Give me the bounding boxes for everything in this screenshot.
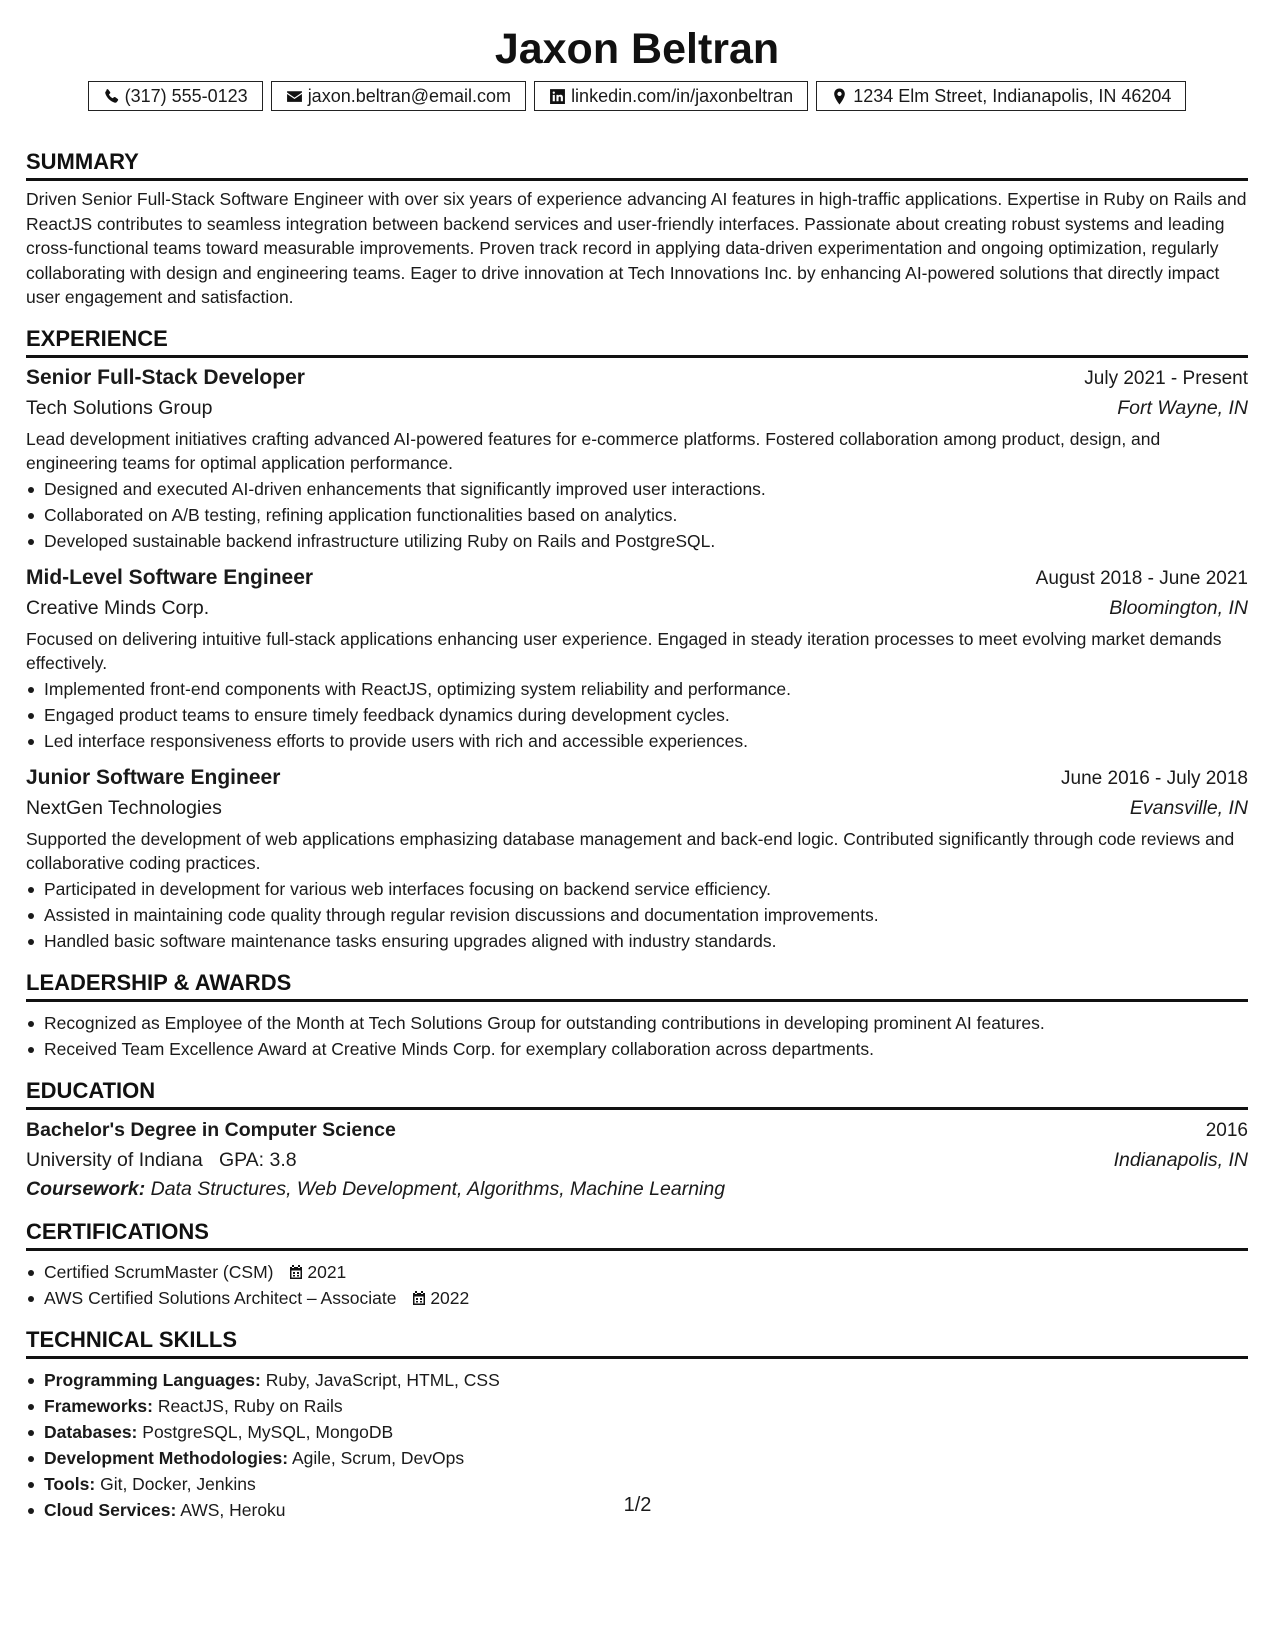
degree: Bachelor's Degree in Computer Science — [26, 1118, 396, 1141]
section-title-summary: SUMMARY — [26, 149, 1248, 181]
job-entry — [26, 764, 1248, 954]
list-item — [44, 1419, 1248, 1445]
company-name: Creative Minds Corp. — [26, 596, 210, 619]
list-item: Implemented front-end components with ReactJS, optimizing system reliability and performance. — [44, 676, 1248, 702]
list-item: Received Team Excellence Award at Creative Minds Corp. for exemplary collaboration across departments. — [44, 1036, 1248, 1062]
section-title-experience: EXPERIENCE — [26, 326, 1248, 358]
summary-text: Driven Senior Full-Stack Software Engineer with over six years of experience advancing AI features in high-traffic applications. Expertise in Ruby on Rails and ReactJS contributes to seamless integration between backend services and user-friendly interfaces. Passionate about creating robust systems and leading cross-functional teams toward measurable improvements. Proven track record in applying data-driven experimentation and ongoing optimization, regularly collaborating with design and engineering teams. Eager to drive innovation at Tech Innovations Inc. by enhancing AI-powered solutions that directly impact user engagement and satisfaction. — [26, 189, 1247, 307]
list-item — [44, 1393, 1248, 1419]
job-description: Lead development initiatives crafting advanced AI-powered features for e-commerce platforms. Fostered collaboration among product, design, and engineering teams for optimal application performance. — [26, 428, 1161, 473]
certifications-list — [26, 1259, 1248, 1311]
list-item: Participated in development for various web interfaces focusing on backend service efficiency. — [44, 876, 1248, 902]
company-name: NextGen Technologies — [26, 796, 222, 819]
list-item: Led interface responsiveness efforts to provide users with rich and accessible experiences. — [44, 728, 1248, 754]
skill-value: ReactJS, Ruby on Rails — [157, 1395, 343, 1416]
address-contact — [816, 81, 1186, 111]
skill-label: Tools: — [44, 1473, 96, 1494]
phone-contact[interactable] — [88, 81, 263, 111]
skill-label: Programming Languages: — [44, 1369, 261, 1390]
linkedin-icon — [549, 88, 566, 105]
job-dates: August 2018 - June 2021 — [1035, 567, 1248, 589]
section-title-certifications: CERTIFICATIONS — [26, 1219, 1248, 1251]
skill-label: Databases: — [44, 1421, 138, 1442]
phone-text: (317) 555-0123 — [124, 85, 248, 106]
list-item: Developed sustainable backend infrastructure utilizing Ruby on Rails and PostgreSQL. — [44, 528, 1248, 554]
company-name: Tech Solutions Group — [26, 396, 213, 419]
job-entry — [26, 564, 1248, 754]
calendar-icon — [288, 1264, 304, 1280]
job-location: Bloomington, IN — [1109, 596, 1248, 619]
gpa: GPA: 3.8 — [218, 1148, 297, 1171]
job-description: Supported the development of web applications emphasizing database management and back-end logic. Contributed significantly through code reviews and collaborative coding practices. — [26, 828, 1235, 873]
job-dates: July 2021 - Present — [1084, 367, 1248, 389]
experience-section — [26, 326, 1248, 954]
list-item: Recognized as Employee of the Month at Tech Solutions Group for outstanding contributions in developing prominent AI features. — [44, 1010, 1248, 1036]
address-text: 1234 Elm Street, Indianapolis, IN 46204 — [853, 85, 1172, 106]
skill-value: Git, Docker, Jenkins — [100, 1473, 256, 1494]
job-location: Evansville, IN — [1129, 796, 1248, 819]
summary-section — [26, 149, 1248, 310]
cert-name: Certified ScrumMaster (CSM) — [44, 1261, 274, 1282]
list-item: Assisted in maintaining code quality through regular revision discussions and documentation improvements. — [44, 902, 1248, 928]
calendar-icon — [411, 1290, 427, 1306]
map-pin-icon — [831, 88, 848, 105]
list-item — [44, 1259, 1248, 1285]
job-description: Focused on delivering intuitive full-stack applications enhancing user experience. Engaged in steady iteration processes to meet evolving market demands effectively. — [26, 628, 1222, 673]
skill-label: Frameworks: — [44, 1395, 153, 1416]
job-dates: June 2016 - July 2018 — [1061, 767, 1248, 789]
list-item — [44, 1471, 1248, 1497]
email-text: jaxon.beltran@email.com — [307, 85, 512, 106]
section-title-education: EDUCATION — [26, 1078, 1248, 1110]
leadership-section — [26, 970, 1248, 1062]
skill-value: PostgreSQL, MySQL, MongoDB — [142, 1421, 394, 1442]
list-item — [44, 1285, 1248, 1311]
contact-bar — [26, 81, 1248, 111]
list-item: Handled basic software maintenance tasks ensuring upgrades aligned with industry standards. — [44, 928, 1248, 954]
skill-value: AWS, Heroku — [180, 1499, 286, 1520]
job-title: Junior Software Engineer — [26, 765, 281, 789]
phone-icon — [103, 88, 120, 105]
linkedin-contact[interactable] — [534, 81, 808, 111]
job-title: Senior Full-Stack Developer — [26, 365, 305, 389]
list-item — [44, 1445, 1248, 1471]
school-location: Indianapolis, IN — [1113, 1148, 1248, 1171]
coursework-label: Coursework: — [26, 1177, 146, 1200]
list-item: Designed and executed AI-driven enhancements that significantly improved user interactions. — [44, 476, 1248, 502]
job-bullets — [26, 476, 1248, 554]
job-title: Mid-Level Software Engineer — [26, 565, 314, 589]
cert-year: 2021 — [307, 1261, 347, 1282]
list-item: Engaged product teams to ensure timely feedback dynamics during development cycles. — [44, 702, 1248, 728]
list-item — [44, 1367, 1248, 1393]
coursework-list: Data Structures, Web Development, Algorithms, Machine Learning — [150, 1177, 726, 1200]
page-number: 1/2 — [623, 1494, 652, 1516]
skill-label: Cloud Services: — [44, 1499, 177, 1520]
section-title-skills: TECHNICAL SKILLS — [26, 1327, 1248, 1359]
job-location: Fort Wayne, IN — [1117, 396, 1248, 419]
job-bullets — [26, 876, 1248, 954]
cert-name: AWS Certified Solutions Architect – Associate — [44, 1287, 397, 1308]
linkedin-text: linkedin.com/in/jaxonbeltran — [571, 85, 794, 106]
awards-list — [26, 1010, 1248, 1062]
coursework — [26, 1175, 1248, 1203]
certifications-section — [26, 1219, 1248, 1311]
school-name: University of Indiana — [26, 1148, 203, 1171]
graduation-year: 2016 — [1205, 1119, 1248, 1141]
job-entry — [26, 364, 1248, 554]
email-contact[interactable] — [271, 81, 526, 111]
section-title-leadership: LEADERSHIP & AWARDS — [26, 970, 1248, 1002]
resume-page — [26, 0, 1248, 1523]
skill-value: Ruby, JavaScript, HTML, CSS — [265, 1369, 500, 1390]
list-item: Collaborated on A/B testing, refining application functionalities based on analytics. — [44, 502, 1248, 528]
skill-label: Development Methodologies: — [44, 1447, 289, 1468]
candidate-name: Jaxon Beltran — [494, 25, 780, 73]
cert-year: 2022 — [430, 1287, 470, 1308]
skill-value: Agile, Scrum, DevOps — [291, 1447, 465, 1468]
job-bullets — [26, 676, 1248, 754]
education-section — [26, 1078, 1248, 1203]
envelope-icon — [286, 88, 303, 105]
